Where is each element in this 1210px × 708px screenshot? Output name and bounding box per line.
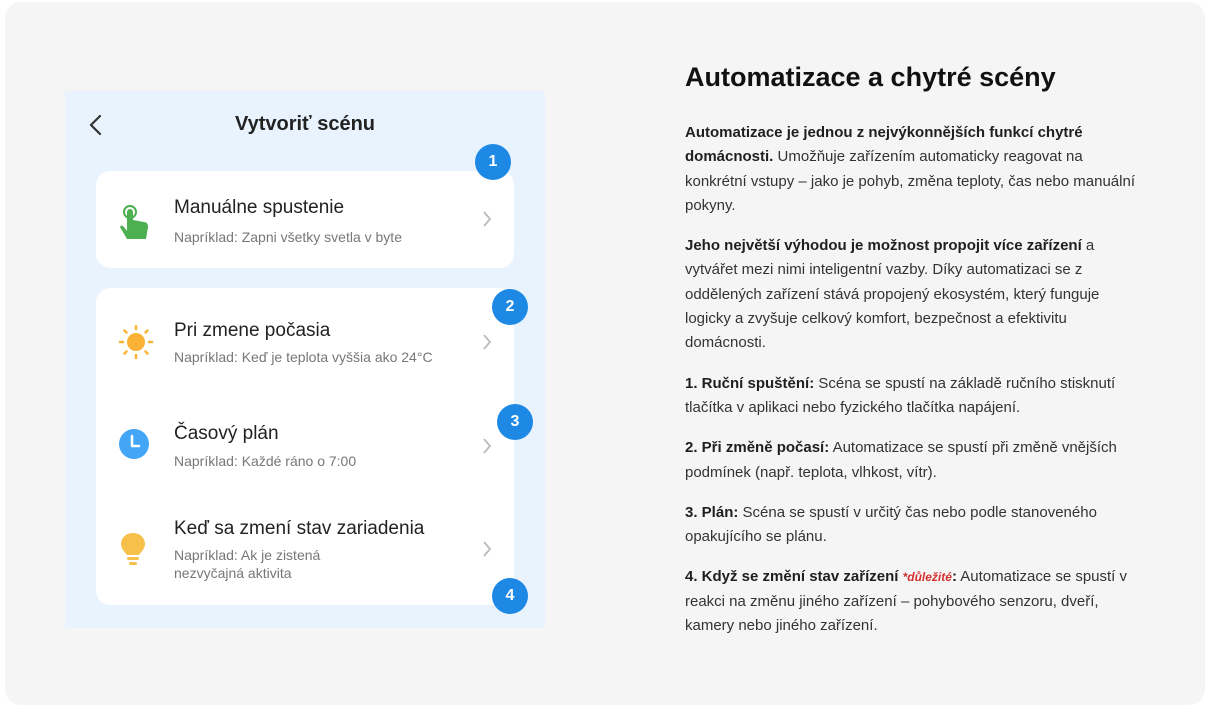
phone-header <box>65 91 545 161</box>
bold-text: : <box>951 568 957 586</box>
article-title: Automatizace a chytré scény <box>685 62 1056 92</box>
sun-icon <box>118 324 154 360</box>
step-badge: 1 <box>475 144 511 180</box>
manual-group <box>96 171 514 268</box>
body-text: Umožňuje zařízením automaticky reagovat na konkrétní vstupy – jako je pohyb, změna teploty, čas nebo manuální pokyny. <box>685 148 1135 214</box>
paragraph-weather <box>685 436 1135 485</box>
chevron-right-icon <box>482 210 492 228</box>
bold-text: Automatizace je jednou z nejvýkonnějších funkcí chytré domácnosti. <box>685 124 1083 166</box>
body-text: a vytvářet mezi nimi inteligentní vazby. Díky automatizaci se z oddělených zařízení stává propojený ekosystém, který funguje logicky a zvyšuje celkový komfort, bezpečnost a efektivitu domácnosti. <box>685 237 1100 352</box>
row-subtitle: Napríklad: Každé ráno o 7:00 <box>174 453 357 469</box>
automation-group <box>96 288 514 605</box>
step-badge: 4 <box>492 578 528 614</box>
scene-option-weather[interactable] <box>96 296 514 386</box>
clock-icon <box>118 428 150 460</box>
body-text: Automatizace se spustí při změně vnějších podmínek (např. teplota, vlhkost, vítr). <box>685 439 1117 481</box>
scene-option-manual[interactable] <box>96 175 514 265</box>
row-subtitle: Napríklad: Ak je zistená nezvyčajná aktivita <box>174 547 321 581</box>
paragraph-schedule <box>685 501 1135 550</box>
bold-text: 2. Při změně počasí: <box>685 439 830 457</box>
paragraph-device-state <box>685 565 1135 638</box>
chevron-right-icon <box>482 333 492 351</box>
chevron-right-icon <box>482 437 492 455</box>
article <box>685 62 1135 654</box>
row-label: Manuálne spustenie <box>174 197 345 218</box>
body-text: Scéna se spustí na základě ručního stisknutí tlačítka v aplikaci nebo fyzického tlačítka napájení. <box>685 374 1116 416</box>
paragraph-manual <box>685 372 1135 421</box>
important-note: *důležité <box>902 570 952 585</box>
step-badge: 3 <box>497 404 533 440</box>
page-title: Vytvoriť scénu <box>235 113 375 135</box>
row-label: Časový plán <box>174 423 279 444</box>
hand-tap-icon <box>118 203 154 243</box>
body-text: Scéna se spustí v určitý čas nebo podle stanoveného opakujícího se plánu. <box>685 503 1097 546</box>
bold-text: 3. Plán: <box>685 503 739 521</box>
phone-screenshot <box>65 91 545 628</box>
paragraph-intro <box>685 121 1135 218</box>
scene-option-device-state[interactable] <box>96 506 514 596</box>
row-subtitle: Napríklad: Keď je teplota vyššia ako 24°C <box>174 349 433 365</box>
bold-text: Jeho největší výhodou je možnost propojit více zařízení <box>685 237 1082 255</box>
row-label: Pri zmene počasia <box>174 320 331 341</box>
row-subtitle: Napríklad: Zapni všetky svetla v byte <box>174 229 402 245</box>
bold-text: 4. Když se změní stav zařízení <box>685 568 899 586</box>
row-label: Keď sa zmení stav zariadenia <box>174 518 425 539</box>
paragraph-benefit <box>685 234 1135 355</box>
scene-option-schedule[interactable] <box>96 401 514 491</box>
step-badge: 2 <box>492 289 528 325</box>
chevron-right-icon <box>482 540 492 558</box>
bold-text: 1. Ruční spuštění: <box>685 374 815 392</box>
bulb-icon <box>118 531 148 567</box>
body-text: Automatizace se spustí v reakci na změnu jiného zařízení – pohybového senzoru, dveří, kamery nebo jiného zařízení. <box>685 568 1128 635</box>
